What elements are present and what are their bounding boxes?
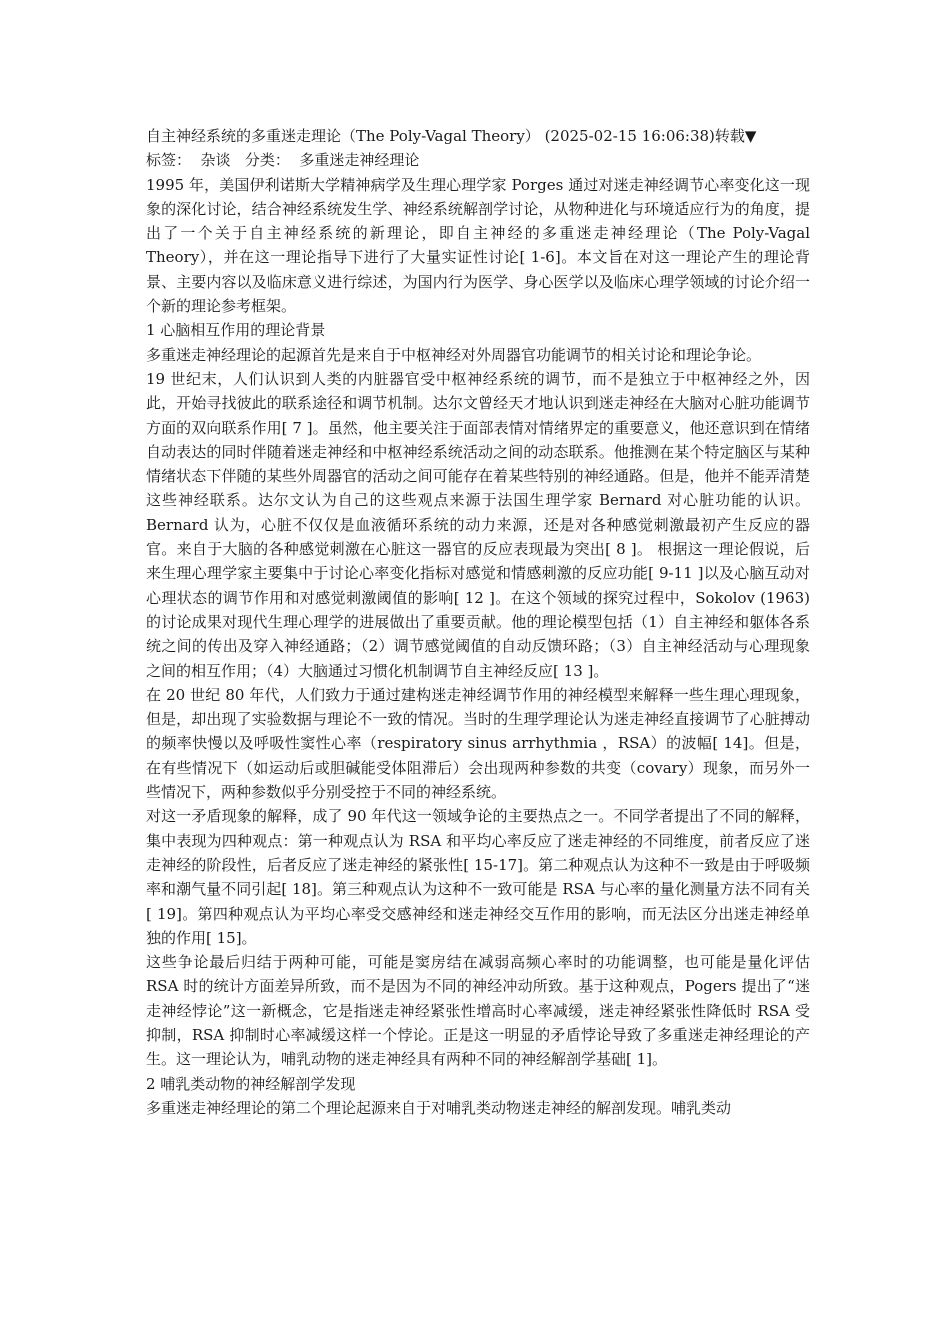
paragraph: 这些争论最后归结于两种可能，可能是窦房结在减弱高频心率时的功能调整，也可能是量化评估 RSA 时的统计方面差异所致，而不是因为不同的神经冲动所致。基于这种观点，Pogers 提出了“迷走神经悖论”这一新概念，它是指迷走神经紧张性增高时心率减缓，迷走神经紧张性降低时 RSA 受抑制，RSA 抑制时心率减缓这样一个悖论。正是这一明显的矛盾悖论导致了多重迷走神经理论的产生。这一理论认为，哺乳动物的迷走神经具有两种不同的神经解剖学基础[ 1]。 [146, 953, 810, 1069]
document-page [146, 124, 810, 1120]
section-heading-2: 2 哺乳类动物的神经解剖学发现 [146, 1074, 356, 1093]
paragraph-intro: 1995 年，美国伊利诺斯大学精神病学及生理心理学家 Porges 通过对迷走神经调节心率变化这一现象的深化讨论，结合神经系统发生学、神经系统解剖学讨论，从物种进化与环境适应行为的角度，提出了一个关于自主神经系统的新理论，即自主神经的多重迷走神经理论（The Poly-Vagal Theory），并在这一理论指导下进行了大量实证性讨论[ 1-6]。本文旨在对这一理论产生的理论背景、主要内容以及临床意义进行综述，为国内行为医学、身心医学以及临床心理学领域的讨论介绍一个新的理论参考框架。 [146, 175, 810, 316]
paragraph: 在 20 世纪 80 年代，人们致力于通过建构迷走神经调节作用的神经模型来解释一些生理心理现象，但是，却出现了实验数据与理论不一致的情况。当时的生理学理论认为迷走神经直接调节了心脏搏动的频率快慢以及呼吸性窦性心率（respiratory sinus arrhythmia ，RSA）的波幅[ 14]。但是，在有些情况下（如运动后或胆碱能受体阻滞后）会出现两种参数的共变（covary）现象，而另外一些情况下，两种参数似乎分别受控于不同的神经系统。 [146, 685, 810, 802]
article-meta: 标签： 杂谈 分类： 多重迷走神经理论 [146, 151, 420, 170]
section-heading-1: 1 心脑相互作用的理论背景 [146, 321, 326, 340]
paragraph: 对这一矛盾现象的解释，成了 90 年代这一领域争论的主要热点之一。不同学者提出了不同的解释，集中表现为四种观点：第一种观点认为 RSA 和平均心率反应了迷走神经的不同维度，前者反应了迷走神经的阶段性，后者反应了迷走神经的紧张性[ 15-17]。第二种观点认为这种不一致是由于呼吸频率和潮气量不同引起[ 18]。第三种观点认为这种不一致可能是 RSA 与心率的量化测量方法不同有关[ 19]。第四种观点认为平均心率受交感神经和迷走神经交互作用的影响，而无法区分出迷走神经单独的作用[ 15]。 [146, 807, 810, 947]
paragraph: 多重迷走神经理论的第二个理论起源来自于对哺乳类动物迷走神经的解剖发现。哺乳类动 [146, 1098, 732, 1117]
paragraph: 多重迷走神经理论的起源首先是来自于中枢神经对外周器官功能调节的相关讨论和理论争论。 [146, 345, 762, 364]
paragraph: 19 世纪末，人们认识到人类的内脏器官受中枢神经系统的调节，而不是独立于中枢神经之外，因此，开始寻找彼此的联系途径和调节机制。达尔文曾经天才地认识到迷走神经在大脑对心脏功能调节方面的双向联系作用[ 7 ]。虽然，他主要关注于面部表情对情绪界定的重要意义，他还意识到在情绪自动表达的同时伴随着迷走神经和中枢神经系统活动之间的动态联系。他推测在某个特定脑区与某种情绪状态下伴随的某些外周器官的活动之间可能存在着某些特别的神经通路。但是，他并不能弄清楚这些神经联系。达尔文认为自己的这些观点来源于法国生理学家 Bernard 对心脏功能的认识。Bernard 认为，心脏不仅仅是血液循环系统的动力来源，还是对各种感觉刺激最初产生反应的器官。来自于大脑的各种感觉刺激在心脏这一器官的反应表现最为突出[ 8 ]。 根据这一理论假说，后来生理心理学家主要集中于讨论心率变化指标对感觉和情感刺激的反应功能[ 9-11 ]以及心脑互动对心理状态的调节作用和对感觉刺激阈值的影响[ 12 ]。在这个领域的探究过程中，Sokolov (1963)的讨论成果对现代生理心理学的进展做出了重要贡献。他的理论模型包括（1）自主神经和躯体各系统之间的传出及穿入神经通路；（2）调节感觉阈值的自动反馈环路；（3）自主神经活动与心理现象之间的相互作用；（4）大脑通过习惯化机制调节自主神经反应[ 13 ]。 [146, 369, 810, 680]
article-title: 自主神经系统的多重迷走理论（The Poly-Vagal Theory） (2025-02-15 16:06:38)转载▼ [146, 127, 757, 145]
